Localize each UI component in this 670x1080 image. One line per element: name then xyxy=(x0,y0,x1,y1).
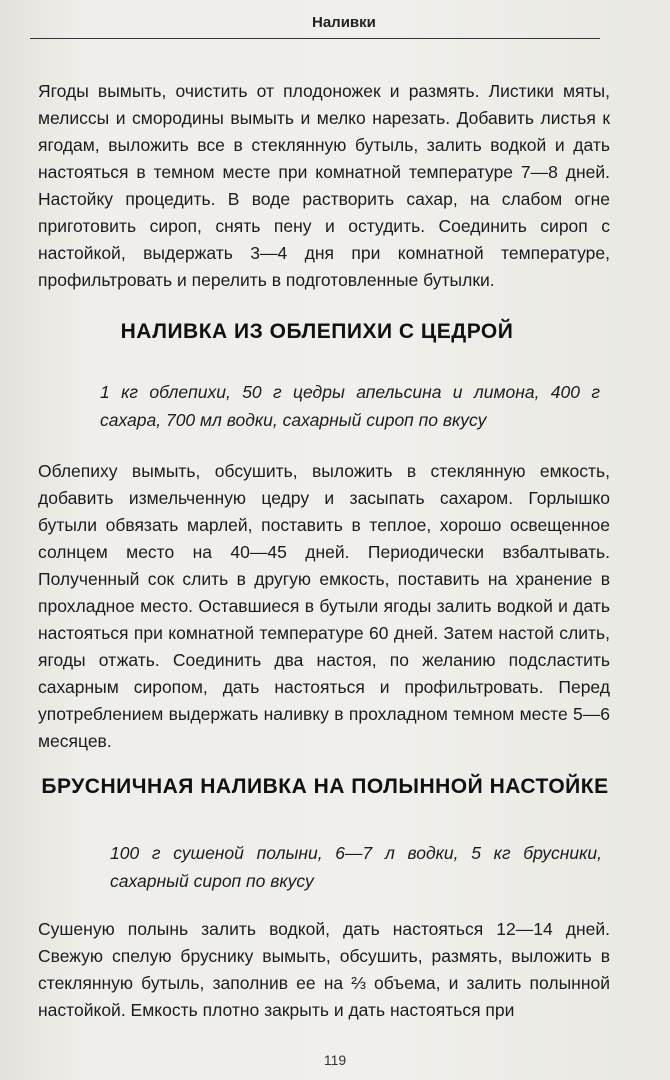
ingredients-sea-buckthorn: 1 кг облепихи, 50 г цедры апельсина и лимона, 400 г сахара, 700 мл водки, сахарный сироп по вкусу xyxy=(100,382,600,430)
continued-paragraph: Ягоды вымыть, очистить от плодоножек и размять. Листики мяты, мелиссы и смородины вымыть и мелко нарезать. Добавить листья к ягодам, выложить все в стеклянную бутыль, залить водкой и дать настояться в темном месте при комнатной температуре 7—8 дней. Настойку процедить. В воде растворить сахар, на слабом огне приготовить сироп, снять пену и остудить. Соединить сироп с настойкой, выдержать 3—4 дня при комнатной температуре, профильтровать и перелить в подготовленные бутылки. xyxy=(38,81,610,290)
running-title: Наливки xyxy=(312,14,376,31)
recipe-title-sea-buckthorn: НАЛИВКА ИЗ ОБЛЕПИХИ С ЦЕДРОЙ xyxy=(120,320,514,343)
recipe-title-lingonberry: БРУСНИЧНАЯ НАЛИВКА НА ПОЛЫННОЙ НАСТОЙКЕ xyxy=(41,775,609,798)
instructions-lingonberry: Сушеную полынь залить водкой, дать настояться 12—14 дней. Свежую спелую бруснику вымыть, обсушить, размять, выложить в стеклянную бутыль, заполнив ее на ⅔ объема, и залить полынной настойкой. Емкость плотно закрыть и дать настояться при xyxy=(38,919,610,1020)
page-number: 119 xyxy=(323,1052,347,1068)
instructions-sea-buckthorn: Облепиху вымыть, обсушить, выложить в стеклянную емкость, добавить измельченную цедру и засыпать сахаром. Горлышко бутыли обвязать марлей, поставить в теплое, хорошо освещенное солнцем место на 40—45 дней. Периодически взбалтывать. Полученный сок слить в другую емкость, поставить на хранение в прохладное место. Оставшиеся в бутыли ягоды залить водкой и дать настояться при комнатной температуре 60 дней. Затем настой слить, ягоды отжать. Соединить два настоя, по желанию подсластить сахарным сиропом, дать настояться и профильтровать. Перед употреблением выдержать наливку в прохладном темном месте 5—6 месяцев. xyxy=(38,461,610,751)
ingredients-lingonberry: 100 г сушеной полыни, 6—7 л водки, 5 кг брусники, сахарный сироп по вкусу xyxy=(110,843,602,891)
running-header xyxy=(30,12,600,39)
